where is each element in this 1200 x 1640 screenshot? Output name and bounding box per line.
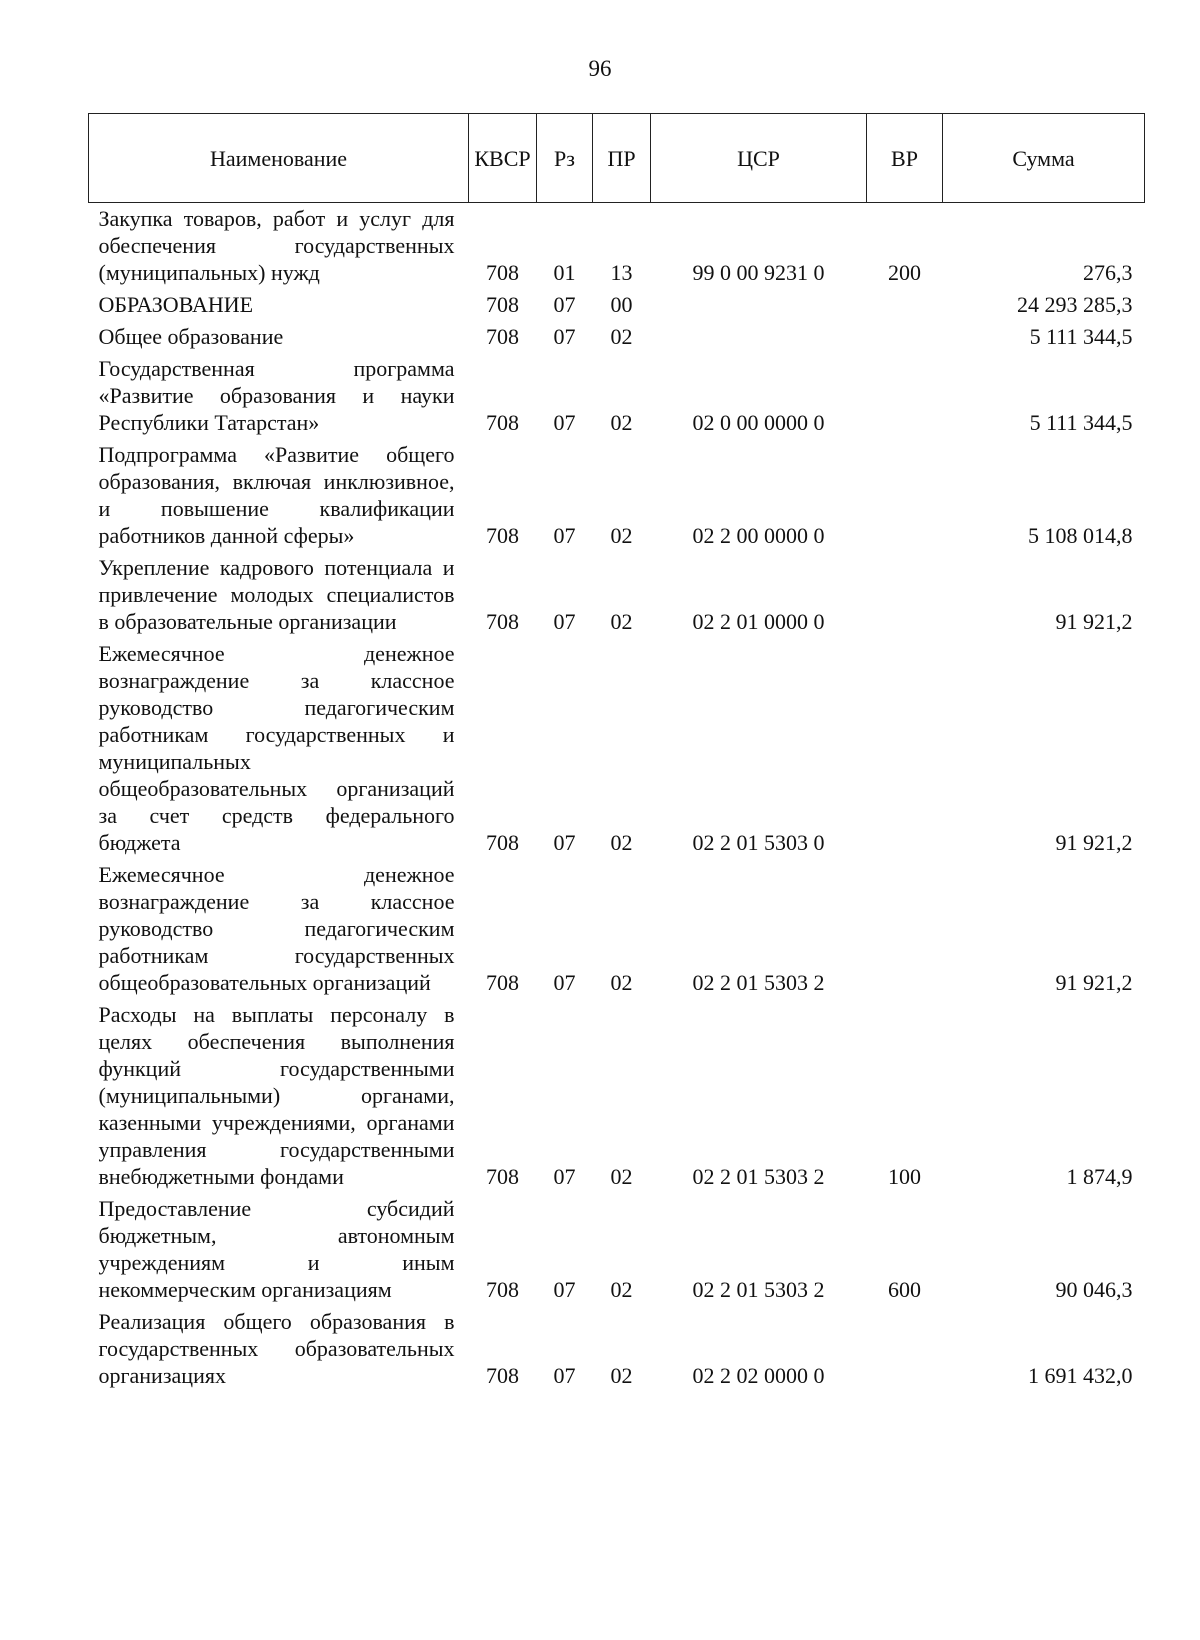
- row-name: Ежемесячное денежное вознаграждение за классное руководство педагогическим работникам государственных и муниципальных общеобразовательных организаций за счет средств федерального бюджета: [98, 641, 455, 855]
- row-sum: 91 921,2: [1055, 609, 1133, 634]
- header-vr: ВР: [867, 114, 943, 203]
- row-sum: 5 111 344,5: [1029, 410, 1133, 435]
- row-vr: [867, 1306, 943, 1392]
- row-csr: 02 0 00 0000 0: [692, 410, 825, 435]
- header-pr: ПР: [593, 114, 651, 203]
- row-pr: 02: [610, 324, 633, 349]
- row-vr: [867, 859, 943, 999]
- table-body: [89, 203, 1145, 1393]
- row-kvsr: 708: [486, 324, 519, 349]
- row-name: Общее образование: [98, 324, 284, 349]
- row-kvsr: 708: [486, 523, 519, 548]
- table-row: [89, 203, 1145, 290]
- table-row: [89, 353, 1145, 439]
- row-pr: 02: [610, 410, 633, 435]
- row-rz: 07: [553, 1363, 576, 1388]
- header-sum: Сумма: [943, 114, 1145, 203]
- header-csr: ЦСР: [651, 114, 867, 203]
- row-vr: [867, 353, 943, 439]
- row-vr: [867, 552, 943, 638]
- table-row: [89, 1306, 1145, 1392]
- row-vr: 600: [888, 1277, 921, 1302]
- row-csr: 02 2 02 0000 0: [692, 1363, 825, 1388]
- row-rz: 07: [553, 1277, 576, 1302]
- row-pr: 02: [610, 609, 633, 634]
- table-row: [89, 321, 1145, 353]
- row-rz: 07: [553, 609, 576, 634]
- row-rz: 07: [553, 410, 576, 435]
- row-name: Закупка товаров, работ и услуг для обеспечения государственных (муниципальных) нужд: [98, 206, 455, 285]
- row-vr: [867, 289, 943, 321]
- row-vr: 100: [888, 1164, 921, 1189]
- row-kvsr: 708: [486, 1363, 519, 1388]
- row-pr: 13: [610, 260, 633, 285]
- table-header: [89, 114, 1145, 203]
- row-sum: 90 046,3: [1055, 1277, 1133, 1302]
- row-sum: 5 111 344,5: [1029, 324, 1133, 349]
- row-vr: 200: [888, 260, 921, 285]
- table-row: [89, 439, 1145, 552]
- row-sum: 24 293 285,3: [1017, 292, 1133, 317]
- row-pr: 02: [610, 970, 633, 995]
- row-name: Государственная программа «Развитие образования и науки Республики Татарстан»: [98, 356, 455, 435]
- row-rz: 07: [553, 830, 576, 855]
- row-kvsr: 708: [486, 292, 519, 317]
- table-row: [89, 289, 1145, 321]
- row-vr: [867, 638, 943, 859]
- row-pr: 02: [610, 830, 633, 855]
- row-kvsr: 708: [486, 260, 519, 285]
- row-rz: 07: [553, 970, 576, 995]
- table-row: [89, 1193, 1145, 1306]
- row-kvsr: 708: [486, 970, 519, 995]
- row-sum: 91 921,2: [1055, 970, 1133, 995]
- row-name: ОБРАЗОВАНИЕ: [98, 292, 254, 317]
- row-csr: 02 2 01 5303 0: [692, 830, 825, 855]
- row-name: Ежемесячное денежное вознаграждение за классное руководство педагогическим работникам государственных общеобразовательных организаций: [98, 862, 455, 995]
- header-row: [89, 114, 1145, 203]
- row-sum: 91 921,2: [1055, 830, 1133, 855]
- table-row: [89, 999, 1145, 1193]
- row-pr: 00: [610, 292, 633, 317]
- row-sum: 276,3: [1083, 260, 1133, 285]
- row-rz: 01: [553, 260, 576, 285]
- row-sum: 5 108 014,8: [1028, 523, 1133, 548]
- row-name: Предоставление субсидий бюджетным, автономным учреждениям и иным некоммерческим организациям: [98, 1196, 455, 1302]
- row-pr: 02: [610, 1363, 633, 1388]
- row-csr: 02 2 00 0000 0: [692, 523, 825, 548]
- row-csr: 02 2 01 5303 2: [692, 1164, 825, 1189]
- header-kvsr: КВСР: [469, 114, 537, 203]
- header-rz: Рз: [537, 114, 593, 203]
- table-row: [89, 859, 1145, 999]
- row-name: Реализация общего образования в государственных образовательных организациях: [98, 1309, 455, 1388]
- row-rz: 07: [553, 523, 576, 548]
- row-vr: [867, 439, 943, 552]
- row-rz: 07: [553, 1164, 576, 1189]
- row-csr: 99 0 00 9231 0: [692, 260, 825, 285]
- row-csr: [651, 321, 867, 353]
- table-row: [89, 552, 1145, 638]
- row-pr: 02: [610, 1277, 633, 1302]
- row-name: Укрепление кадрового потенциала и привлечение молодых специалистов в образовательные организации: [98, 555, 455, 634]
- row-vr: [867, 321, 943, 353]
- row-sum: 1 874,9: [1066, 1164, 1133, 1189]
- row-csr: [651, 289, 867, 321]
- page-number: 96: [588, 56, 612, 81]
- row-kvsr: 708: [486, 1164, 519, 1189]
- row-rz: 07: [553, 292, 576, 317]
- row-kvsr: 708: [486, 609, 519, 634]
- header-name: Наименование: [89, 114, 469, 203]
- row-pr: 02: [610, 523, 633, 548]
- row-kvsr: 708: [486, 830, 519, 855]
- row-kvsr: 708: [486, 1277, 519, 1302]
- row-sum: 1 691 432,0: [1028, 1363, 1133, 1388]
- row-kvsr: 708: [486, 410, 519, 435]
- budget-table: [88, 113, 1145, 1392]
- row-pr: 02: [610, 1164, 633, 1189]
- row-name: Подпрограмма «Развитие общего образования, включая инклюзивное, и повышение квалификации работников данной сферы»: [98, 442, 455, 548]
- row-csr: 02 2 01 5303 2: [692, 1277, 825, 1302]
- row-csr: 02 2 01 5303 2: [692, 970, 825, 995]
- row-csr: 02 2 01 0000 0: [692, 609, 825, 634]
- row-name: Расходы на выплаты персоналу в целях обеспечения выполнения функций государственными (муниципальными) органами, казенными учреждениями, органами управления государственными внебюджетными фондами: [98, 1002, 455, 1189]
- table-row: [89, 638, 1145, 859]
- row-rz: 07: [553, 324, 576, 349]
